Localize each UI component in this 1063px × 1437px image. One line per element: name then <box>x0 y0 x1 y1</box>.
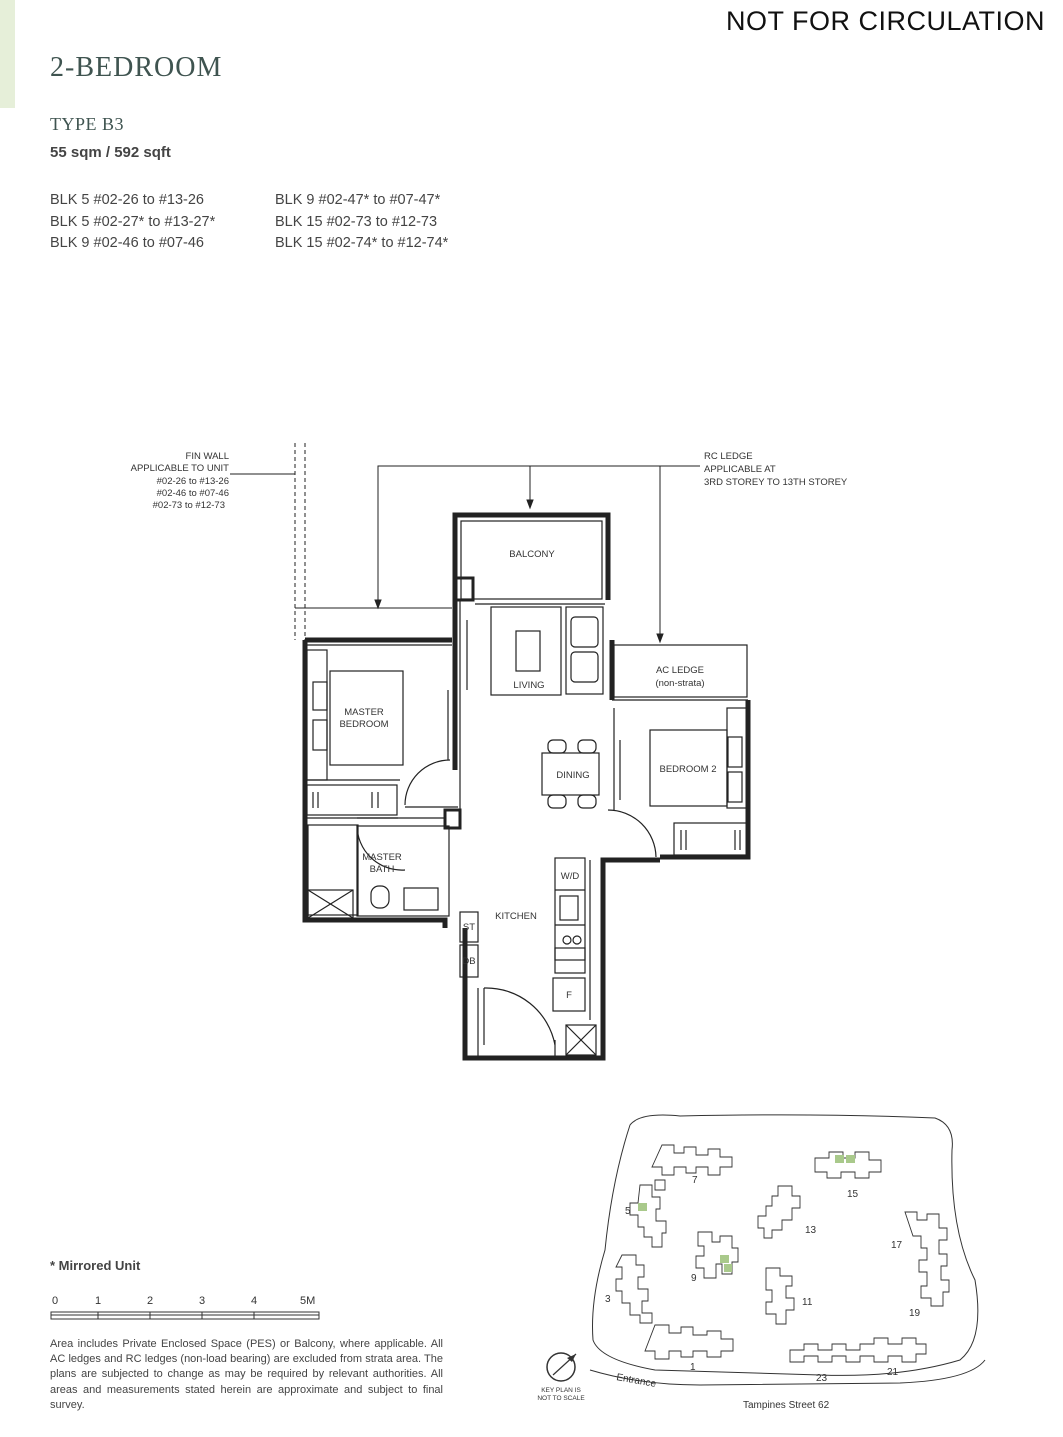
mirrored-unit-note: * Mirrored Unit <box>50 1258 141 1273</box>
room-ac-ledge: AC LEDGE <box>655 665 705 676</box>
svg-text:15: 15 <box>847 1189 859 1200</box>
svg-text:BATH: BATH <box>369 864 395 875</box>
street-label: Tampines Street 62 <box>743 1400 830 1411</box>
svg-text:3: 3 <box>199 1295 206 1307</box>
svg-text:9: 9 <box>691 1273 697 1284</box>
room-fridge: F <box>566 990 572 1001</box>
room-dining: DINING <box>556 770 590 781</box>
room-master-bedroom: MASTER <box>344 707 384 718</box>
unit-range: BLK 5 #02-26 to #13-26 <box>50 192 204 208</box>
entrance-label: Entrance <box>615 1372 657 1390</box>
svg-text:#02-26 to #13-26: #02-26 to #13-26 <box>156 476 229 487</box>
svg-text:1: 1 <box>690 1362 696 1373</box>
svg-text:2: 2 <box>147 1295 154 1307</box>
svg-text:#02-46 to #07-46: #02-46 to #07-46 <box>156 488 229 499</box>
svg-text:13: 13 <box>805 1225 817 1236</box>
svg-text:11: 11 <box>802 1297 813 1308</box>
svg-text:APPLICABLE TO UNIT: APPLICABLE TO UNIT <box>130 463 229 474</box>
svg-text:APPLICABLE AT: APPLICABLE AT <box>704 464 776 475</box>
unit-range: BLK 15 #02-74* to #12-74* <box>275 235 449 251</box>
unit-type: TYPE B3 <box>50 114 125 134</box>
svg-text:3RD STOREY TO 13TH STOREY: 3RD STOREY TO 13TH STOREY <box>704 477 848 488</box>
svg-text:FIN WALL: FIN WALL <box>185 451 229 462</box>
svg-text:23: 23 <box>816 1373 828 1384</box>
svg-text:7: 7 <box>692 1175 698 1186</box>
unit-range: BLK 5 #02-27* to #13-27* <box>50 213 216 230</box>
svg-text:19: 19 <box>909 1308 921 1319</box>
svg-text:BEDROOM: BEDROOM <box>339 719 389 730</box>
svg-text:0: 0 <box>52 1295 59 1307</box>
svg-text:#02-73 to #12-73: #02-73 to #12-73 <box>152 500 225 511</box>
block-labels <box>605 1175 921 1384</box>
circulation-notice: NOT FOR CIRCULATION <box>725 6 1045 36</box>
room-wd: W/D <box>560 871 580 882</box>
svg-text:NOT TO SCALE: NOT TO SCALE <box>537 1395 585 1402</box>
unit-range: BLK 9 #02-46 to #07-46 <box>50 235 204 251</box>
svg-text:21: 21 <box>887 1367 899 1378</box>
room-living: LIVING <box>513 680 545 691</box>
unit-area: 55 sqm / 592 sqft <box>50 144 171 161</box>
svg-text:RC LEDGE: RC LEDGE <box>704 451 753 462</box>
key-plan-note: KEY PLAN IS <box>541 1387 581 1394</box>
room-balcony: BALCONY <box>509 549 555 560</box>
unit-range: BLK 15 #02-73 to #12-73 <box>275 213 438 230</box>
svg-text:4: 4 <box>251 1295 258 1307</box>
room-kitchen: KITCHEN <box>495 911 537 922</box>
unit-category-title: 2-BEDROOM <box>50 52 223 83</box>
building-blocks <box>616 1145 949 1362</box>
svg-text:5: 5 <box>625 1206 631 1217</box>
unit-range: BLK 9 #02-47* to #07-47* <box>275 192 441 208</box>
north-icon <box>547 1353 576 1381</box>
room-master-bath: MASTER <box>362 852 402 863</box>
room-st: ST <box>462 922 476 933</box>
room-ac-ledge-sub: (non-strata) <box>655 678 705 689</box>
highlighted-units <box>638 1155 855 1272</box>
svg-text:17: 17 <box>891 1240 903 1251</box>
room-db: DB <box>462 956 476 967</box>
room-bedroom-2: BEDROOM 2 <box>659 764 717 775</box>
disclaimer: Area includes Private Enclosed Space (PES) or Balcony, where applicable. All AC ledges and RC ledges (non-load bearing) are excluded from strata area. The plans are subjected to change as may be required by relevant authorities. All areas and measurements stated herein are approximate and subject to final survey. <box>50 1338 443 1411</box>
svg-text:1: 1 <box>95 1295 102 1307</box>
svg-text:5M: 5M <box>300 1295 316 1307</box>
svg-text:3: 3 <box>605 1294 611 1305</box>
